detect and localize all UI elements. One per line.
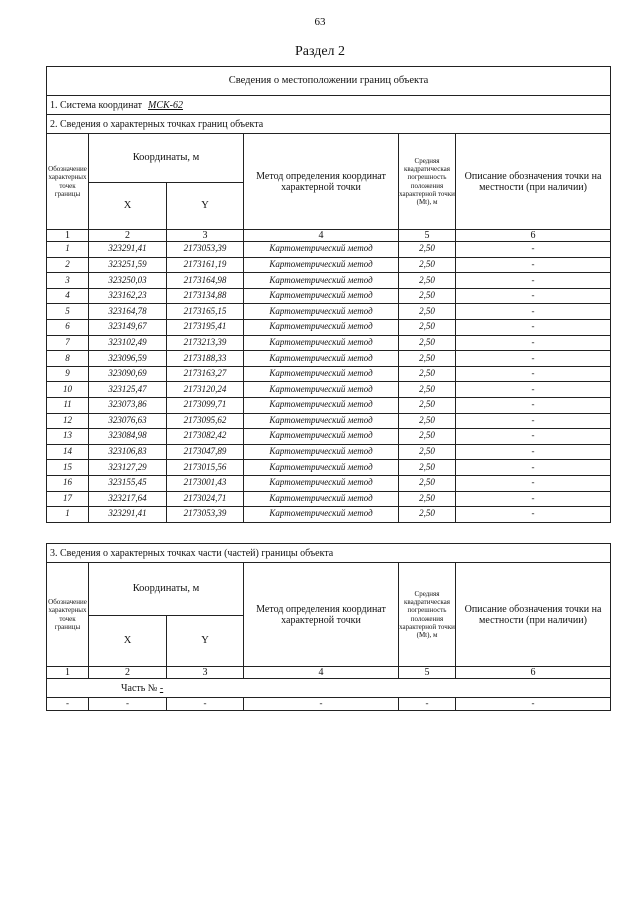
method-header: Метод определения координат характерной точки bbox=[244, 563, 399, 667]
column-number: 4 bbox=[244, 230, 399, 242]
point-method-cell: Картометрический метод bbox=[244, 397, 399, 413]
point-desc-cell: - bbox=[456, 335, 611, 351]
point-method-cell: Картометрический метод bbox=[244, 460, 399, 476]
point-mt-cell: 2,50 bbox=[399, 397, 456, 413]
table-row bbox=[47, 507, 611, 523]
point-n-cell: 7 bbox=[47, 335, 89, 351]
boundary-table bbox=[46, 66, 611, 523]
point-mt-cell: 2,50 bbox=[399, 257, 456, 273]
method-header: Метод определения координат характерной точки bbox=[244, 134, 399, 230]
point-x-cell: 323164,78 bbox=[89, 304, 167, 320]
point-y-cell: 2173001,43 bbox=[167, 475, 244, 491]
point-desc-cell: - bbox=[456, 351, 611, 367]
point-mt-cell: 2,50 bbox=[399, 304, 456, 320]
point-x-cell: 323291,41 bbox=[89, 242, 167, 258]
table-row bbox=[47, 429, 611, 445]
point-y-cell: 2173015,56 bbox=[167, 460, 244, 476]
point-method-cell: Картометрический метод bbox=[244, 319, 399, 335]
point-n-cell: 4 bbox=[47, 288, 89, 304]
coords-header: Координаты, м bbox=[89, 563, 244, 616]
table-title-row bbox=[47, 67, 611, 96]
point-desc-cell: - bbox=[456, 257, 611, 273]
part3-title: 3. Сведения о характерных точках части (частей) границы объекта bbox=[47, 544, 611, 563]
point-n-cell: 9 bbox=[47, 366, 89, 382]
point-mt-cell: 2,50 bbox=[399, 429, 456, 445]
table-title: Сведения о местоположении границ объекта bbox=[47, 67, 611, 96]
parts-table bbox=[46, 543, 611, 711]
point-n-cell: 8 bbox=[47, 351, 89, 367]
column-number: 5 bbox=[399, 230, 456, 242]
point-y-cell: 2173163,27 bbox=[167, 366, 244, 382]
point-method-cell: Картометрический метод bbox=[244, 413, 399, 429]
point-x-cell: 323149,67 bbox=[89, 319, 167, 335]
point-x-cell: 323073,86 bbox=[89, 397, 167, 413]
point-desc-cell: - bbox=[456, 382, 611, 398]
point-y-cell: 2173053,39 bbox=[167, 507, 244, 523]
section-title: Раздел 2 bbox=[294, 44, 346, 59]
point-method-cell: Картометрический метод bbox=[244, 475, 399, 491]
point-desc-cell: - bbox=[456, 491, 611, 507]
table-row bbox=[47, 304, 611, 320]
point-mt-cell: 2,50 bbox=[399, 351, 456, 367]
coord-system-row bbox=[47, 96, 611, 115]
point-n-cell: 5 bbox=[47, 304, 89, 320]
part3-header-row bbox=[47, 563, 611, 616]
page-number: 63 bbox=[314, 16, 326, 28]
point-desc-cell: - bbox=[456, 273, 611, 289]
column-number: 5 bbox=[399, 667, 456, 679]
point-y-cell: 2173134,88 bbox=[167, 288, 244, 304]
column-number-row bbox=[47, 230, 611, 242]
point-n-cell: 17 bbox=[47, 491, 89, 507]
column-number: 1 bbox=[47, 667, 89, 679]
point-y-cell: 2173164,98 bbox=[167, 273, 244, 289]
part-label: Часть № bbox=[121, 682, 158, 694]
part-cell: - bbox=[244, 698, 399, 711]
point-mt-cell: 2,50 bbox=[399, 475, 456, 491]
column-number: 6 bbox=[456, 230, 611, 242]
point-mt-cell: 2,50 bbox=[399, 413, 456, 429]
part-cell: - bbox=[89, 698, 167, 711]
point-n-cell: 2 bbox=[47, 257, 89, 273]
column-number: 3 bbox=[167, 230, 244, 242]
x-header: X bbox=[89, 616, 167, 667]
table-row bbox=[47, 273, 611, 289]
point-y-cell: 2173120,24 bbox=[167, 382, 244, 398]
point-method-cell: Картометрический метод bbox=[244, 507, 399, 523]
table-row bbox=[47, 288, 611, 304]
point-desc-cell: - bbox=[456, 444, 611, 460]
y-header: Y bbox=[167, 616, 244, 667]
point-x-cell: 323076,63 bbox=[89, 413, 167, 429]
point-x-cell: 323127,29 bbox=[89, 460, 167, 476]
point-method-cell: Картометрический метод bbox=[244, 242, 399, 258]
column-number: 2 bbox=[89, 667, 167, 679]
point-desc-cell: - bbox=[456, 429, 611, 445]
point-n-cell: 1 bbox=[47, 242, 89, 258]
point-x-cell: 323155,45 bbox=[89, 475, 167, 491]
points-body bbox=[47, 242, 611, 523]
point-mt-cell: 2,50 bbox=[399, 319, 456, 335]
point-method-cell: Картометрический метод bbox=[244, 444, 399, 460]
table-row bbox=[47, 366, 611, 382]
point-mt-cell: 2,50 bbox=[399, 366, 456, 382]
point-method-cell: Картометрический метод bbox=[244, 273, 399, 289]
column-number: 3 bbox=[167, 667, 244, 679]
column-number: 4 bbox=[244, 667, 399, 679]
table-row bbox=[47, 444, 611, 460]
point-desc-cell: - bbox=[456, 413, 611, 429]
point-x-cell: 323162,23 bbox=[89, 288, 167, 304]
point-mt-cell: 2,50 bbox=[399, 460, 456, 476]
part-cell: - bbox=[167, 698, 244, 711]
point-method-cell: Картометрический метод bbox=[244, 304, 399, 320]
point-x-cell: 323291,41 bbox=[89, 507, 167, 523]
point-x-cell: 323250,03 bbox=[89, 273, 167, 289]
column-number: 1 bbox=[47, 230, 89, 242]
point-mt-cell: 2,50 bbox=[399, 335, 456, 351]
table-row bbox=[47, 257, 611, 273]
part-data-row bbox=[47, 698, 611, 711]
point-y-cell: 2173213,39 bbox=[167, 335, 244, 351]
point-n-cell: 15 bbox=[47, 460, 89, 476]
point-mt-cell: 2,50 bbox=[399, 444, 456, 460]
table-row bbox=[47, 335, 611, 351]
point-id-header: Обозначение характерных точек границы bbox=[47, 134, 89, 230]
point-method-cell: Картометрический метод bbox=[244, 366, 399, 382]
point-mt-cell: 2,50 bbox=[399, 507, 456, 523]
point-mt-cell: 2,50 bbox=[399, 491, 456, 507]
point-method-cell: Картометрический метод bbox=[244, 288, 399, 304]
part-cell: - bbox=[399, 698, 456, 711]
point-id-header: Обозначение характерных точек границы bbox=[47, 563, 89, 667]
point-mt-cell: 2,50 bbox=[399, 288, 456, 304]
point-mt-cell: 2,50 bbox=[399, 242, 456, 258]
table-row bbox=[47, 475, 611, 491]
point-desc-cell: - bbox=[456, 304, 611, 320]
point-y-cell: 2173095,62 bbox=[167, 413, 244, 429]
point-n-cell: 11 bbox=[47, 397, 89, 413]
table-row bbox=[47, 491, 611, 507]
rmse-header: Средняя квадратическая погрешность положения характерной точки (Mt), м bbox=[399, 563, 456, 667]
point-desc-cell: - bbox=[456, 507, 611, 523]
table-row bbox=[47, 413, 611, 429]
point-x-cell: 323102,49 bbox=[89, 335, 167, 351]
point-y-cell: 2173047,89 bbox=[167, 444, 244, 460]
point-n-cell: 13 bbox=[47, 429, 89, 445]
part2-title: 2. Сведения о характерных точках границ объекта bbox=[47, 115, 611, 134]
point-n-cell: 16 bbox=[47, 475, 89, 491]
point-y-cell: 2173161,19 bbox=[167, 257, 244, 273]
point-x-cell: 323084,98 bbox=[89, 429, 167, 445]
table-row bbox=[47, 382, 611, 398]
table-row bbox=[47, 460, 611, 476]
column-number: 2 bbox=[89, 230, 167, 242]
point-x-cell: 323090,69 bbox=[89, 366, 167, 382]
part2-title-row bbox=[47, 115, 611, 134]
point-n-cell: 12 bbox=[47, 413, 89, 429]
point-x-cell: 323251,59 bbox=[89, 257, 167, 273]
point-y-cell: 2173082,42 bbox=[167, 429, 244, 445]
point-n-cell: 10 bbox=[47, 382, 89, 398]
part-cell: - bbox=[456, 698, 611, 711]
point-x-cell: 323125,47 bbox=[89, 382, 167, 398]
coord-system-label: 1. Система координат bbox=[50, 99, 143, 111]
coord-system-value: МСК-62 bbox=[148, 99, 184, 111]
description-header: Описание обозначения точки на местности (при наличии) bbox=[456, 563, 611, 667]
point-y-cell: 2173099,71 bbox=[167, 397, 244, 413]
y-header: Y bbox=[167, 183, 244, 230]
point-method-cell: Картометрический метод bbox=[244, 382, 399, 398]
point-desc-cell: - bbox=[456, 475, 611, 491]
point-x-cell: 323106,83 bbox=[89, 444, 167, 460]
point-method-cell: Картометрический метод bbox=[244, 335, 399, 351]
part-label-row bbox=[47, 679, 611, 698]
point-desc-cell: - bbox=[456, 319, 611, 335]
point-y-cell: 2173024,71 bbox=[167, 491, 244, 507]
coords-header: Координаты, м bbox=[89, 134, 244, 183]
table-row bbox=[47, 397, 611, 413]
point-n-cell: 6 bbox=[47, 319, 89, 335]
point-desc-cell: - bbox=[456, 288, 611, 304]
description-header: Описание обозначения точки на местности (при наличии) bbox=[456, 134, 611, 230]
point-method-cell: Картометрический метод bbox=[244, 257, 399, 273]
table-row bbox=[47, 242, 611, 258]
point-y-cell: 2173188,33 bbox=[167, 351, 244, 367]
table-row bbox=[47, 351, 611, 367]
point-y-cell: 2173053,39 bbox=[167, 242, 244, 258]
table-row bbox=[47, 319, 611, 335]
point-desc-cell: - bbox=[456, 366, 611, 382]
point-desc-cell: - bbox=[456, 460, 611, 476]
part3-title-row bbox=[47, 544, 611, 563]
point-desc-cell: - bbox=[456, 242, 611, 258]
point-method-cell: Картометрический метод bbox=[244, 351, 399, 367]
point-mt-cell: 2,50 bbox=[399, 273, 456, 289]
point-n-cell: 3 bbox=[47, 273, 89, 289]
column-number: 6 bbox=[456, 667, 611, 679]
header-row bbox=[47, 134, 611, 183]
part3-column-number-row bbox=[47, 667, 611, 679]
point-y-cell: 2173195,41 bbox=[167, 319, 244, 335]
point-n-cell: 14 bbox=[47, 444, 89, 460]
rmse-header: Средняя квадратическая погрешность положения характерной точки (Mt), м bbox=[399, 134, 456, 230]
x-header: X bbox=[89, 183, 167, 230]
part-cell: - bbox=[47, 698, 89, 711]
point-desc-cell: - bbox=[456, 397, 611, 413]
point-x-cell: 323096,59 bbox=[89, 351, 167, 367]
part-number-value: - bbox=[159, 682, 164, 694]
point-method-cell: Картометрический метод bbox=[244, 429, 399, 445]
point-n-cell: 1 bbox=[47, 507, 89, 523]
point-method-cell: Картометрический метод bbox=[244, 491, 399, 507]
point-y-cell: 2173165,15 bbox=[167, 304, 244, 320]
point-mt-cell: 2,50 bbox=[399, 382, 456, 398]
point-x-cell: 323217,64 bbox=[89, 491, 167, 507]
